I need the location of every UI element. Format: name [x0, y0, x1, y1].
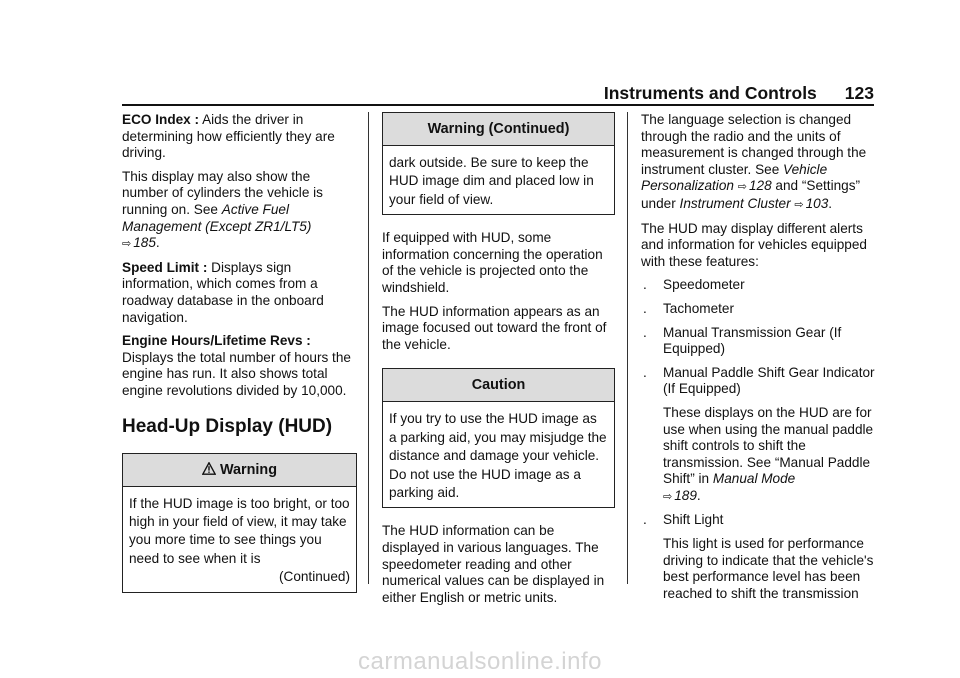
list-item-text: Tachometer	[663, 300, 735, 316]
warning-title: Warning	[219, 461, 278, 478]
speed-limit-paragraph	[122, 260, 357, 326]
column-divider-1	[368, 112, 369, 584]
hud-intro-paragraph: If equipped with HUD, some information concerning the operation of the vehicle is projected onto the windshield.	[382, 230, 603, 295]
header-rule	[122, 104, 874, 106]
warning-box-body	[123, 487, 356, 592]
column-3	[641, 112, 879, 609]
paddle-shift-subtext	[663, 405, 879, 506]
caution-body: If you try to use the HUD image as a parking aid, you may misjudge the distance and damage your vehicle. Do not use the HUD image as a parking aid.	[389, 411, 607, 500]
warning-continued-header: Warning (Continued)	[383, 113, 614, 146]
language-paragraph	[641, 112, 879, 214]
header-title: Instruments and Controls	[603, 83, 817, 103]
cylinders-paragraph: This display may also show the number of cylinders the vehicle is running on. See Active Fuel Management (Except ZR1/LT5) ⇨ 185.	[122, 168, 323, 251]
instrument-cluster-page-link[interactable]: 103	[805, 195, 829, 211]
caution-header: Caution	[383, 369, 614, 402]
list-item-text: Speedometer	[663, 277, 745, 293]
list-item	[641, 325, 879, 358]
vehicle-personalization-page-link[interactable]: 128	[748, 178, 772, 194]
bullet: .	[643, 277, 647, 293]
list-item	[641, 277, 879, 294]
warning-continued: (Continued)	[278, 569, 350, 585]
eco-index-term: ECO Index :	[122, 112, 200, 127]
warning-text: If the HUD image is too bright, or too high in your field of view, it may take you more time to see things you need to see when it is	[129, 495, 350, 566]
period: .	[696, 487, 701, 503]
manual-mode-page-link[interactable]: 189	[674, 487, 697, 503]
eco-index-desc: Aids the driver in determining how efficiently they are driving.	[122, 112, 335, 161]
list-item-text: Manual Paddle Shift Gear Indicator (If Equipped)	[663, 364, 875, 397]
engine-hours-term: Engine Hours/Lifetime Revs :	[122, 333, 311, 349]
warning-box-header	[123, 454, 356, 487]
warning-continued-box	[382, 112, 615, 215]
settings-text: and “Settings” under	[641, 178, 861, 211]
bullet: .	[643, 324, 647, 340]
afm-page-link[interactable]: 185	[133, 235, 156, 251]
list-item-text: Manual Transmission Gear (If Equipped)	[663, 324, 842, 357]
shift-light-subtext: This light is used for performance driving to indicate that the vehicle's best performance level has been reached to shift the transmission	[663, 536, 874, 601]
bullet: .	[643, 300, 647, 316]
page-header	[600, 82, 874, 104]
hud-image-paragraph: The HUD information appears as an image focused out toward the front of the vehicle.	[382, 303, 607, 352]
list-item	[641, 365, 879, 506]
warning-box	[122, 453, 357, 593]
eco-index-paragraph	[122, 112, 357, 162]
page-ref-icon: ⇨	[122, 238, 132, 251]
page-ref-icon: ⇨	[737, 181, 747, 194]
vehicle-personalization-link[interactable]: Vehicle Personalization	[641, 161, 828, 194]
bullet: .	[643, 512, 647, 528]
paddle-shift-text: These displays on the HUD are for use when using the manual paddle shift controls to shift the transmission. See “Manual Paddle Shift” in	[663, 404, 874, 487]
engine-hours-paragraph	[122, 333, 357, 399]
hud-language-paragraph: The HUD information can be displayed in various languages. The speedometer reading and other numerical values can be displayed in either English or metric units.	[382, 523, 605, 605]
column-2	[382, 112, 615, 613]
list-item-text: Shift Light	[663, 512, 724, 528]
column-1	[122, 112, 357, 608]
section-title: Head-Up Display (HUD)	[122, 415, 333, 437]
speed-limit-desc: Displays sign information, which comes from a roadway database in the onboard navigation.	[122, 259, 324, 325]
speed-limit-term: Speed Limit :	[122, 259, 208, 275]
manual-mode-link[interactable]: Manual Mode	[712, 471, 796, 487]
page-number: 123	[844, 83, 874, 103]
list-item	[641, 512, 879, 602]
warning-icon	[202, 462, 216, 475]
features-intro-paragraph: The HUD may display different alerts and information for vehicles equipped with these features:	[641, 220, 867, 269]
watermark: carmanualsonline.info	[358, 648, 602, 675]
caution-box	[382, 368, 615, 508]
cylinders-text: This display may also show the number of cylinders the vehicle is running on. See	[122, 168, 323, 217]
language-text: The language selection is changed through the radio and the units of measurement is changed through the instrument cluster. See	[641, 112, 867, 177]
page-ref-icon: ⇨	[663, 490, 673, 503]
warning-continued-body: dark outside. Be sure to keep the HUD image dim and placed low in your field of view.	[389, 155, 594, 207]
list-item	[641, 301, 879, 318]
bullet: .	[643, 364, 647, 380]
engine-hours-desc: Displays the total number of hours the engine has run. It also shows total engine revolutions divided by 10,000.	[122, 349, 351, 398]
period: .	[828, 195, 833, 211]
page-ref-icon: ⇨	[794, 198, 804, 211]
instrument-cluster-link[interactable]: Instrument Cluster	[679, 195, 791, 211]
column-divider-2	[627, 112, 628, 584]
features-list	[641, 277, 879, 602]
afm-link[interactable]: Active Fuel Management (Except ZR1/LT5)	[122, 201, 312, 234]
